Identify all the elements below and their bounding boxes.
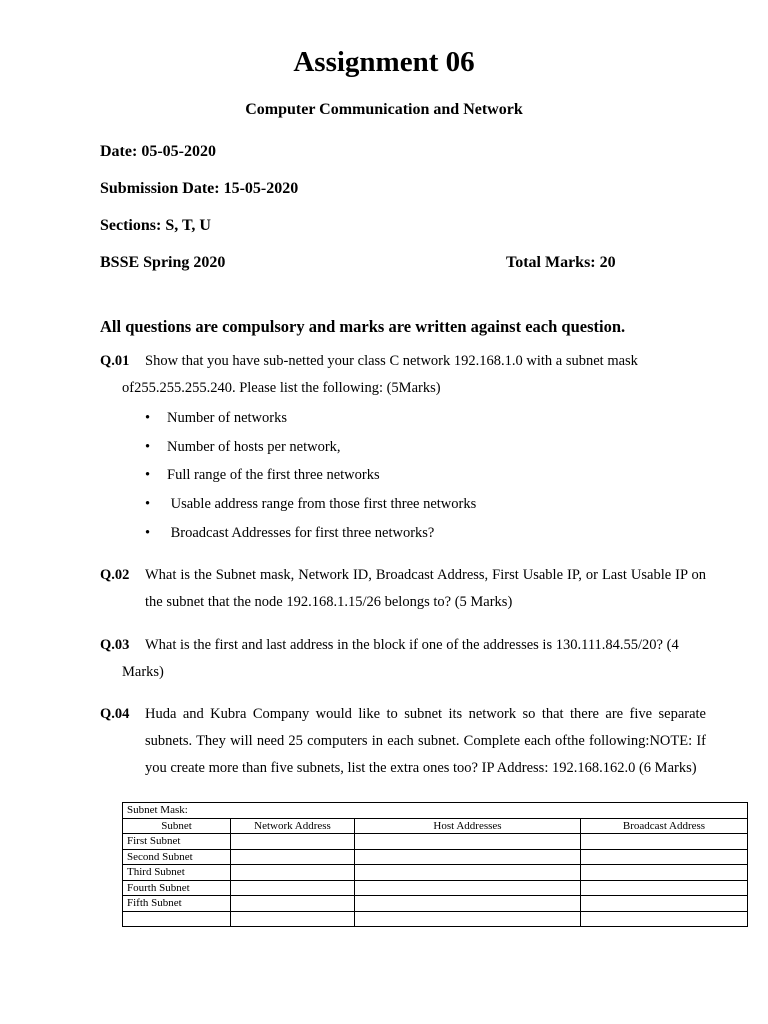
question-3: [100, 632, 706, 686]
column-header: Subnet: [123, 818, 231, 834]
table-row: [123, 911, 748, 927]
table-cell: [231, 911, 355, 927]
table-cell: [231, 849, 355, 865]
row-label: Third Subnet: [123, 865, 231, 881]
table-cell: [355, 834, 581, 850]
row-label: Fifth Subnet: [123, 896, 231, 912]
program-line: BSSE Spring 2020: [100, 254, 226, 271]
table-row: [123, 803, 748, 819]
list-item: • Number of networks: [145, 410, 288, 426]
question-4: [100, 701, 706, 782]
total-marks: Total Marks: 20: [506, 254, 616, 271]
table-row: [123, 834, 748, 850]
table-row: [123, 849, 748, 865]
question-number: Q.04: [100, 706, 130, 722]
question-1-list: [145, 404, 476, 547]
table-cell: [355, 849, 581, 865]
list-item: • Usable address range from those first three networks: [145, 496, 477, 513]
question-text: Show that you have sub-netted your class C network 192.168.1.0 with a subnet mask: [145, 353, 638, 369]
row-label: [123, 911, 231, 927]
table-cell: [355, 911, 581, 927]
table-cell: [231, 834, 355, 850]
column-header: Host Addresses: [355, 818, 581, 834]
date-line: Date: 05-05-2020: [100, 143, 216, 160]
question-text-continued: Marks): [122, 664, 164, 680]
table-cell: [581, 865, 748, 881]
table-cell: [231, 865, 355, 881]
table-cell: [581, 834, 748, 850]
column-header: Network Address: [231, 818, 355, 834]
list-item: • Number of hosts per network,: [145, 438, 341, 455]
question-number: Q.02: [100, 567, 130, 583]
table-cell: [231, 896, 355, 912]
question-text: Huda and Kubra Company would like to subnet its network so that there are five separate subnets. They will need 25 computers in each subnet. Complete each ofthe following:NOTE: If you create more than five subnets, list the extra ones too? IP Address: 192.168.162.0 (6 Marks): [145, 706, 706, 776]
list-item: • Broadcast Addresses for first three networks?: [145, 524, 435, 541]
course-title: Computer Communication and Network: [245, 101, 523, 118]
question-number: Q.01: [100, 353, 130, 369]
sections-line: Sections: S, T, U: [100, 217, 211, 234]
row-label: Second Subnet: [123, 849, 231, 865]
subnet-table: [122, 802, 748, 927]
question-2: [100, 562, 706, 616]
table-cell: [581, 911, 748, 927]
subnet-mask-label: Subnet Mask:: [123, 803, 748, 819]
table-cell: [581, 849, 748, 865]
list-item: • Full range of the first three networks: [145, 467, 380, 484]
question-text: What is the Subnet mask, Network ID, Broadcast Address, First Usable IP, or Last Usable IP on the subnet that the node 192.168.1.15/26 belongs to? (5 Marks): [145, 567, 706, 610]
instructions: All questions are compulsory and marks are written against each question.: [100, 317, 626, 336]
table-cell: [231, 880, 355, 896]
question-text-continued: of255.255.255.240. Please list the following: (5Marks): [122, 380, 441, 396]
table-cell: [355, 865, 581, 881]
submission-date-line: Submission Date: 15-05-2020: [100, 180, 299, 197]
table-row: [123, 865, 748, 881]
row-label: First Subnet: [123, 834, 231, 850]
table-row: [123, 896, 748, 912]
table-cell: [581, 880, 748, 896]
question-1: [100, 348, 706, 402]
question-text: What is the first and last address in the block if one of the addresses is 130.111.84.55/20? (4: [145, 637, 679, 653]
table-cell: [355, 896, 581, 912]
table-header-row: [123, 818, 748, 834]
table-row: [123, 880, 748, 896]
table-cell: [581, 896, 748, 912]
question-number: Q.03: [100, 637, 130, 653]
table-cell: [355, 880, 581, 896]
column-header: Broadcast Address: [581, 818, 748, 834]
row-label: Fourth Subnet: [123, 880, 231, 896]
page-title: Assignment 06: [293, 46, 475, 78]
